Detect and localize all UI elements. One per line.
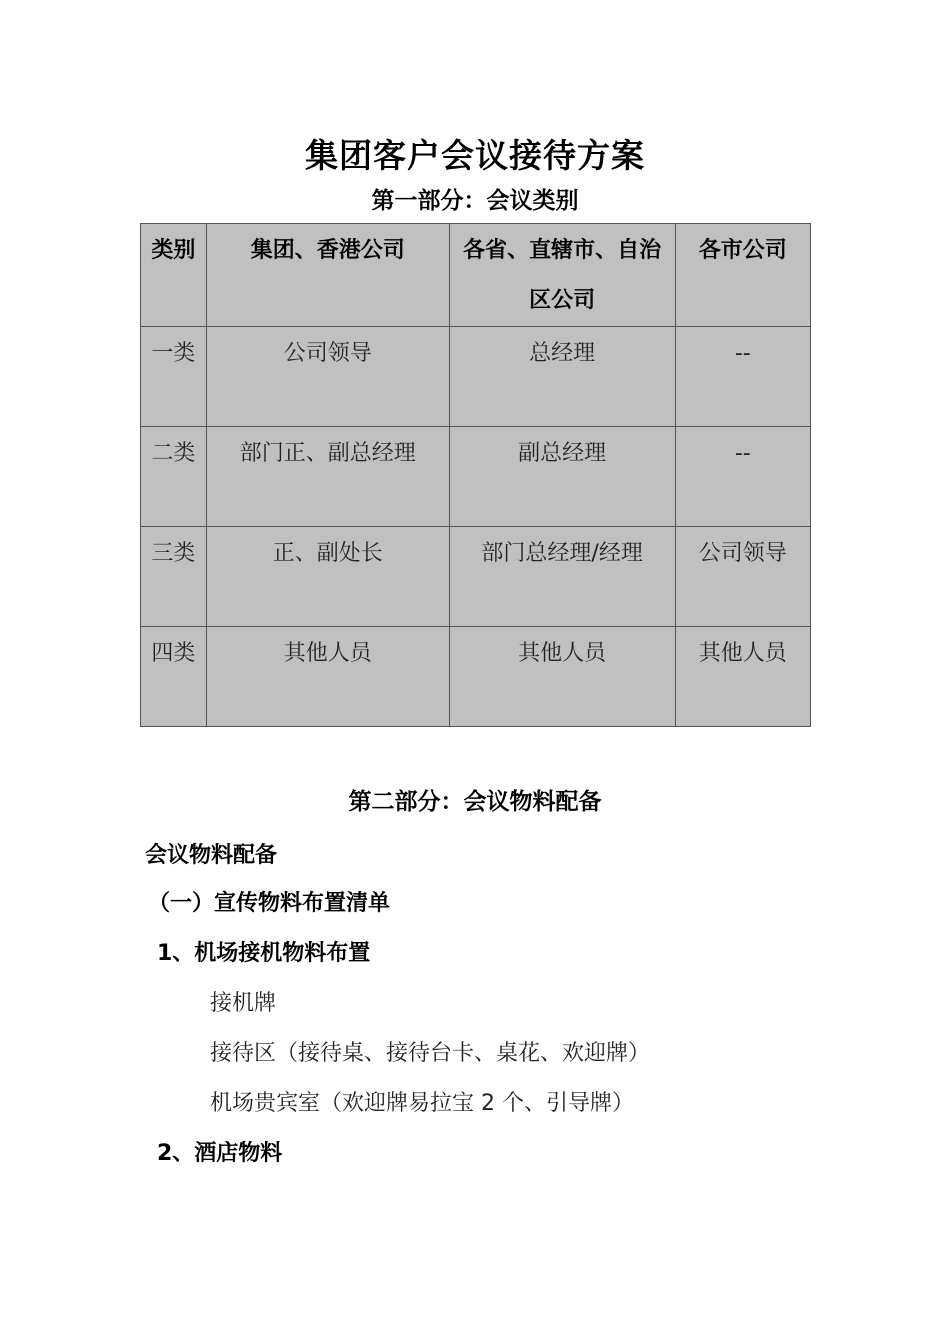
table-row [141, 427, 811, 527]
table-row [141, 327, 811, 427]
table-cell: 副总经理 [449, 427, 675, 527]
table-row [141, 627, 811, 727]
table-cell: 其他人员 [206, 627, 449, 727]
item-heading: 2、酒店物料 [157, 1141, 283, 1166]
table-cell: 正、副处长 [206, 527, 449, 627]
part1-heading: 第一部分：会议类别 [371, 187, 579, 214]
header-cell: 各市公司 [675, 224, 810, 327]
meeting-category-table [140, 223, 811, 727]
document-title: 集团客户会议接待方案 [305, 136, 645, 175]
table-cell: 一类 [141, 327, 207, 427]
list-item: 机场贵宾室（欢迎牌易拉宝 2 个、引导牌） [210, 1091, 634, 1116]
table-cell: -- [675, 427, 810, 527]
table-cell: 部门正、副总经理 [206, 427, 449, 527]
list-item: 接待区（接待桌、接待台卡、桌花、欢迎牌） [210, 1041, 651, 1066]
table-row [141, 527, 811, 627]
part2-heading: 第二部分：会议物料配备 [348, 788, 602, 815]
table-cell: 公司领导 [675, 527, 810, 627]
table-cell: 其他人员 [675, 627, 810, 727]
subsection-heading: （一）宣传物料布置清单 [148, 891, 391, 916]
table-cell: -- [675, 327, 810, 427]
table-cell: 公司领导 [206, 327, 449, 427]
header-cell: 各省、直辖市、自治区公司 [449, 224, 675, 327]
list-item: 接机牌 [210, 991, 277, 1016]
header-cell: 类别 [141, 224, 207, 327]
table-cell: 二类 [141, 427, 207, 527]
table-cell: 其他人员 [449, 627, 675, 727]
section-heading: 会议物料配备 [145, 843, 278, 868]
header-cell: 集团、香港公司 [206, 224, 449, 327]
table-cell: 部门总经理/经理 [449, 527, 675, 627]
table-cell: 三类 [141, 527, 207, 627]
table-header-row [141, 224, 811, 327]
table-cell: 四类 [141, 627, 207, 727]
table-cell: 总经理 [449, 327, 675, 427]
item-heading: 1、机场接机物料布置 [157, 941, 371, 966]
